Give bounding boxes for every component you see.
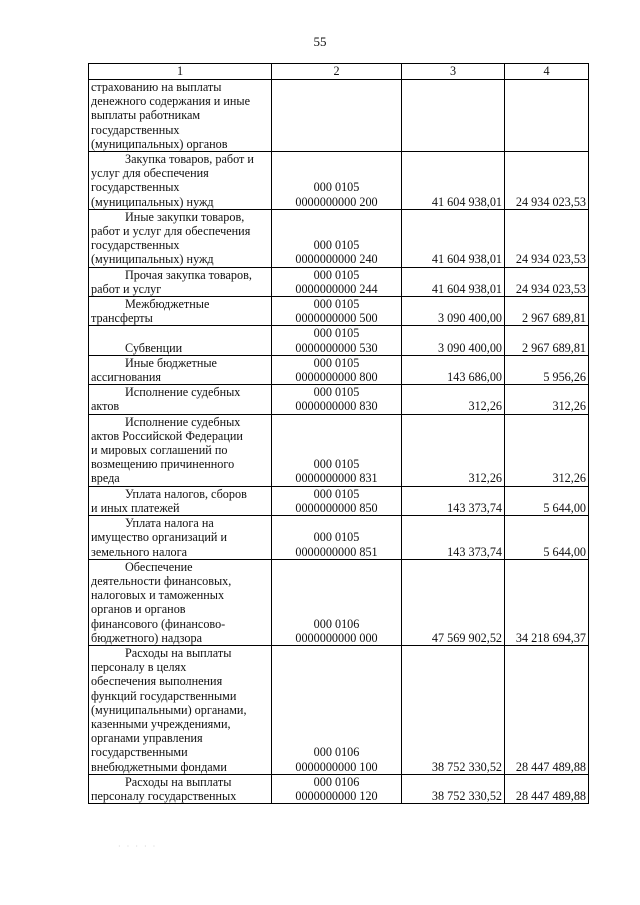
column-header-1: 1 [89, 64, 272, 80]
description-line [91, 471, 269, 485]
description-text: услуг для обеспечения [91, 166, 209, 181]
table-row [89, 516, 589, 560]
description-text: Прочая закупка товаров, [125, 267, 252, 282]
budget-code-line: 000 0105 [313, 385, 360, 400]
description-line [91, 516, 269, 530]
budget-code-line: 000 0106 [313, 616, 360, 631]
row-description [89, 486, 272, 515]
description-line [91, 399, 269, 413]
row-description [89, 297, 272, 326]
description-line [91, 108, 269, 122]
description-line [91, 560, 269, 574]
description-line [91, 731, 269, 745]
description-line [91, 210, 269, 224]
description-text: органами управления [91, 731, 203, 746]
amount-col4: 5 956,26 [505, 355, 589, 384]
row-description [89, 267, 272, 296]
budget-code-line: 0000000000 000 [295, 630, 378, 645]
description-line [91, 80, 269, 94]
description-text: деятельности финансовых, [91, 573, 232, 588]
description-text: Исполнение судебных [125, 414, 241, 429]
description-line [91, 94, 269, 108]
budget-code [272, 385, 402, 414]
description-text: бюджетного) надзора [91, 630, 203, 645]
amount-col4: 28 447 489,88 [505, 774, 589, 803]
table-row [89, 559, 589, 645]
description-text: (муниципальных) нужд [91, 194, 214, 209]
row-description [89, 385, 272, 414]
description-line [91, 457, 269, 471]
amount-col4: 312,26 [505, 385, 589, 414]
budget-code-line: 000 0105 [313, 486, 360, 501]
description-line [91, 775, 269, 789]
budget-code [272, 355, 402, 384]
amount-col3: 3 090 400,00 [402, 297, 505, 326]
budget-code [272, 209, 402, 267]
description-text: Уплата налогов, сборов [125, 486, 247, 501]
amount-col4: 34 218 694,37 [505, 559, 589, 645]
description-text: работ и услуг [91, 281, 162, 296]
budget-code-line: 0000000000 851 [295, 544, 378, 559]
budget-code-line [274, 123, 399, 137]
description-text: Закупка товаров, работ и [125, 152, 254, 167]
budget-code-line: 0000000000 500 [295, 311, 378, 326]
description-text: Расходы на выплаты [125, 774, 232, 789]
column-header-4: 4 [505, 64, 589, 80]
description-line [91, 166, 269, 180]
amount-col3 [402, 80, 505, 152]
description-text: (муниципальными) органами, [91, 702, 247, 717]
amount-col4: 312,26 [505, 414, 589, 486]
budget-code [272, 414, 402, 486]
column-header-3: 3 [402, 64, 505, 80]
description-text: государственных [91, 122, 180, 137]
amount-col3: 38 752 330,52 [402, 774, 505, 803]
budget-code-line: 000 0105 [313, 297, 360, 312]
budget-code [272, 267, 402, 296]
description-line [91, 674, 269, 688]
budget-code-line: 000 0105 [313, 355, 360, 370]
description-line [91, 137, 269, 151]
description-line [91, 252, 269, 266]
amount-col3: 3 090 400,00 [402, 326, 505, 355]
budget-code [272, 326, 402, 355]
description-text: органов и органов [91, 602, 186, 617]
description-text: внебюджетными фондами [91, 759, 227, 774]
budget-code-line: 0000000000 244 [295, 281, 378, 296]
budget-code-line: 0000000000 800 [295, 370, 378, 385]
amount-col4: 28 447 489,88 [505, 645, 589, 774]
row-description [89, 645, 272, 774]
amount-col4: 24 934 023,53 [505, 209, 589, 267]
description-text: обеспечения выполнения [91, 674, 223, 689]
description-line [91, 789, 269, 803]
description-text: (муниципальных) нужд [91, 252, 214, 267]
budget-code-line: 000 0105 [313, 326, 360, 341]
table-row [89, 645, 589, 774]
description-line [91, 443, 269, 457]
budget-code [272, 516, 402, 560]
table-row [89, 80, 589, 152]
table-row [89, 152, 589, 210]
description-line [91, 311, 269, 325]
description-line [91, 545, 269, 559]
description-text: актов [91, 399, 120, 414]
description-line [91, 268, 269, 282]
budget-code [272, 80, 402, 152]
description-text: Исполнение судебных [125, 385, 241, 400]
amount-col3: 312,26 [402, 385, 505, 414]
amount-col3: 41 604 938,01 [402, 267, 505, 296]
description-text: персоналу государственных [91, 788, 237, 803]
budget-code-line: 000 0105 [313, 267, 360, 282]
amount-col4: 5 644,00 [505, 516, 589, 560]
budget-code-line: 0000000000 100 [295, 759, 378, 774]
description-text: актов Российской Федерации [91, 428, 243, 443]
description-line [91, 356, 269, 370]
row-description [89, 516, 272, 560]
budget-code-line: 0000000000 831 [295, 471, 378, 486]
amount-col3: 143 373,74 [402, 516, 505, 560]
description-text: денежного содержания и иные [91, 94, 251, 109]
description-text: Иные бюджетные [125, 355, 217, 370]
column-header-2: 2 [272, 64, 402, 80]
amount-col3: 47 569 902,52 [402, 559, 505, 645]
table-row [89, 297, 589, 326]
row-description [89, 559, 272, 645]
description-text: вреда [91, 471, 120, 486]
description-text: (муниципальных) органов [91, 136, 228, 151]
table-row [89, 209, 589, 267]
budget-code-line: 000 0105 [313, 530, 360, 545]
description-text: финансового (финансово- [91, 616, 226, 631]
budget-code-line: 0000000000 830 [295, 399, 378, 414]
budget-code-line: 000 0105 [313, 180, 360, 195]
budget-code-line [274, 137, 399, 151]
table-row [89, 774, 589, 803]
description-line [91, 297, 269, 311]
row-description [89, 326, 272, 355]
row-description [89, 355, 272, 384]
description-line [91, 631, 269, 645]
description-text: функций государственными [91, 688, 237, 703]
description-text: Иные закупки товаров, [125, 209, 245, 224]
description-line [91, 574, 269, 588]
budget-code [272, 297, 402, 326]
description-line [91, 487, 269, 501]
description-text: страхованию на выплаты [91, 80, 222, 94]
description-line [91, 646, 269, 660]
description-text: налоговых и таможенных [91, 588, 225, 603]
description-line [91, 195, 269, 209]
description-line [91, 238, 269, 252]
amount-col3: 41 604 938,01 [402, 152, 505, 210]
table-row [89, 414, 589, 486]
amount-col3: 38 752 330,52 [402, 645, 505, 774]
budget-code-line: 0000000000 850 [295, 500, 378, 515]
page-number: 55 [313, 34, 327, 49]
description-text: и иных платежей [91, 500, 180, 515]
description-text: Субвенции [125, 340, 183, 355]
description-line [91, 180, 269, 194]
description-text: Обеспечение [125, 559, 193, 574]
description-text: выплаты работникам [91, 108, 201, 123]
description-text: возмещению причиненного [91, 457, 235, 472]
description-line [91, 415, 269, 429]
budget-code-line: 000 0106 [313, 774, 360, 789]
description-line [91, 282, 269, 296]
description-line [91, 501, 269, 515]
description-line [91, 760, 269, 774]
table-row [89, 267, 589, 296]
description-text: Расходы на выплаты [125, 645, 232, 660]
budget-code-line: 000 0106 [313, 745, 360, 760]
description-line [91, 689, 269, 703]
description-line [91, 717, 269, 731]
amount-col4: 2 967 689,81 [505, 326, 589, 355]
amount-col4 [505, 80, 589, 152]
amount-col3: 143 686,00 [402, 355, 505, 384]
table-row [89, 326, 589, 355]
amount-col3: 312,26 [402, 414, 505, 486]
description-line [91, 152, 269, 166]
description-text: Уплата налога на [125, 516, 214, 531]
description-text: и мировых соглашений по [91, 443, 228, 458]
amount-col3: 41 604 938,01 [402, 209, 505, 267]
description-text: земельного налога [91, 544, 188, 559]
budget-code [272, 774, 402, 803]
budget-code [272, 559, 402, 645]
description-line [91, 617, 269, 631]
table-row [89, 385, 589, 414]
amount-col4: 24 934 023,53 [505, 267, 589, 296]
budget-code [272, 486, 402, 515]
budget-code-line: 0000000000 240 [295, 252, 378, 267]
budget-code [272, 152, 402, 210]
description-text: государственных [91, 238, 180, 253]
description-line [91, 703, 269, 717]
description-line [91, 588, 269, 602]
description-text: Межбюджетные [125, 297, 210, 312]
table-row [89, 486, 589, 515]
row-description [89, 209, 272, 267]
description-line [91, 530, 269, 544]
description-text: персоналу в целях [91, 660, 187, 675]
description-line [91, 224, 269, 238]
amount-col4: 24 934 023,53 [505, 152, 589, 210]
description-line [91, 602, 269, 616]
amount-col4: 2 967 689,81 [505, 297, 589, 326]
description-text: ассигнования [91, 370, 162, 385]
description-line [91, 429, 269, 443]
description-line [91, 385, 269, 399]
amount-col3: 143 373,74 [402, 486, 505, 515]
description-text: казенными учреждениями, [91, 716, 231, 731]
description-text: работ и услуг для обеспечения [91, 224, 251, 239]
budget-table [88, 63, 589, 804]
description-line [91, 341, 269, 355]
budget-code-line: 0000000000 530 [295, 340, 378, 355]
table-row [89, 355, 589, 384]
row-description [89, 774, 272, 803]
row-description [89, 80, 272, 152]
description-line [91, 370, 269, 384]
row-description [89, 414, 272, 486]
budget-code-line: 000 0105 [313, 238, 360, 253]
description-text: трансферты [91, 311, 153, 326]
budget-code-line: 000 0105 [313, 457, 360, 472]
description-line [91, 745, 269, 759]
budget-code-line: 0000000000 200 [295, 194, 378, 209]
budget-code [272, 645, 402, 774]
faint-stamp-mark: · · · · · [118, 842, 158, 851]
description-line [91, 123, 269, 137]
table-header-row [89, 64, 589, 80]
amount-col4: 5 644,00 [505, 486, 589, 515]
description-text: государственными [91, 745, 188, 760]
budget-code-line: 0000000000 120 [295, 788, 378, 803]
description-text: имущество организаций и [91, 530, 227, 545]
row-description [89, 152, 272, 210]
description-line [91, 660, 269, 674]
description-text: государственных [91, 180, 180, 195]
